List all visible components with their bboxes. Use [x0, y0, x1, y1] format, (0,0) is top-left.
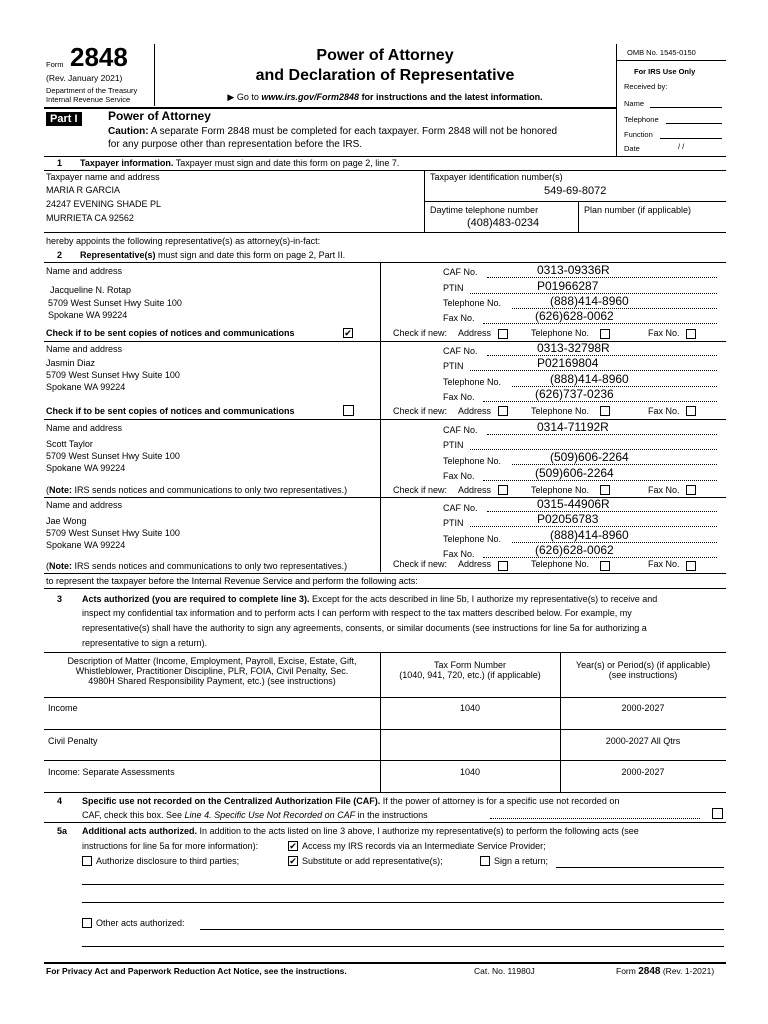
sign-return-label: Sign a return; [494, 856, 549, 866]
rep-1-copies-checkbox[interactable]: ✔ [344, 328, 352, 338]
line-3-text-1: Acts authorized (you are required to complete line 3). Except for the acts described in line 5b, I authorize my representative(s) to receive and [82, 594, 658, 604]
represent-text: to represent the taxpayer before the Internal Revenue Service and perform the following acts: [46, 576, 418, 586]
matter-row-1[interactable]: Income [48, 703, 78, 713]
rep-4-city[interactable]: Spokane WA 99224 [46, 540, 126, 550]
line-1-title: Taxpayer information. Taxpayer must sign and date this form on page 2, line 7. [80, 158, 400, 168]
line-5a-text-1: Additional acts authorized. In addition to the acts listed on line 3 above, I authorize my representative(s) to perform the following acts (see [82, 826, 639, 836]
rep-1-copies-label: Check if to be sent copies of notices and communications [46, 328, 295, 338]
rep-3-fax[interactable]: (509)606-2264 [535, 466, 614, 480]
period-row-3[interactable]: 2000-2027 [621, 767, 665, 777]
rep-1-tel-label: Telephone No. [443, 298, 502, 308]
form-row-3[interactable]: 1040 [459, 767, 481, 777]
rep-3-name-label: Name and address [46, 423, 123, 433]
rep-3-caf-label: CAF No. [443, 425, 478, 435]
rep-4-note: (Note: IRS sends notices and communications to only two representatives.) [46, 561, 348, 571]
rep-1-caf-label: CAF No. [443, 267, 478, 277]
rep-1-fax-new-label: Fax No. [648, 328, 680, 338]
rep-2-ptin[interactable]: P02169804 [537, 356, 599, 370]
rep-4-caf[interactable]: 0315-44906R [537, 497, 610, 511]
rep-3-city[interactable]: Spokane WA 99224 [46, 463, 126, 473]
rep-4-fax[interactable]: (626)628-0062 [535, 543, 614, 557]
rep-1-caf[interactable]: 0313-09336R [537, 263, 610, 277]
rep-4-name[interactable]: Jae Wong [46, 516, 87, 526]
omb-number: OMB No. 1545-0150 [627, 48, 696, 57]
line-3-text-4: representative to sign a return). [82, 638, 208, 648]
rep-2-fax-label: Fax No. [443, 392, 475, 402]
footer-form-id: Form 2848 (Rev. 1-2021) [616, 966, 715, 977]
rep-1-fax-label: Fax No. [443, 313, 475, 323]
other-acts-checkbox[interactable] [82, 918, 92, 928]
caution-line-2: for any purpose other than representation before the IRS. [108, 139, 363, 150]
rep-3-new-address-checkbox[interactable] [498, 485, 508, 495]
matter-row-2[interactable]: Civil Penalty [48, 736, 98, 746]
rep-2-fax-new-label: Fax No. [648, 406, 680, 416]
rep-1-new-fax-checkbox[interactable] [686, 329, 696, 339]
taxpayer-street[interactable]: 24247 EVENING SHADE PL [46, 199, 162, 209]
irs-date-label: Date [624, 144, 640, 153]
plan-number-label: Plan number (if applicable) [584, 205, 692, 215]
rep-3-new-tel-checkbox[interactable] [600, 485, 610, 495]
irs-function-label: Function [624, 130, 653, 139]
rep-3-note: (Note: IRS sends notices and communications to only two representatives.) [46, 485, 348, 495]
tin-value[interactable]: 549-69-8072 [544, 185, 607, 197]
line-4-text-2: CAF, check this box. See Line 4. Specific Use Not Recorded on CAF in the instructions [82, 810, 428, 820]
rep-3-name[interactable]: Scott Taylor [46, 439, 93, 449]
authorize-disclosure-label: Authorize disclosure to third parties; [96, 856, 240, 866]
rep-4-new-fax-checkbox[interactable] [686, 561, 696, 571]
rep-2-new-fax-checkbox[interactable] [686, 406, 696, 416]
rep-4-address-label: Address [458, 559, 492, 569]
rep-2-new-address-checkbox[interactable] [498, 406, 508, 416]
rep-1-tel-new-label: Telephone No. [531, 328, 590, 338]
appoints-text: hereby appoints the following representative(s) as attorney(s)-in-fact: [46, 236, 321, 246]
rep-2-copies-checkbox[interactable] [343, 405, 354, 416]
line-5a-number: 5a [57, 826, 68, 836]
irs-telephone-label: Telephone [624, 115, 659, 124]
rep-3-check-new-label: Check if new: [393, 485, 448, 495]
rep-2-fax[interactable]: (626)737-0236 [535, 387, 614, 401]
authorize-disclosure-checkbox[interactable] [82, 856, 92, 866]
line-2-number: 2 [57, 250, 63, 260]
form-revision: (Rev. January 2021) [46, 73, 123, 83]
rep-2-tel-label: Telephone No. [443, 377, 502, 387]
rep-2-ptin-label: PTIN [443, 361, 464, 371]
rep-2-tel[interactable]: (888)414-8960 [550, 372, 629, 386]
rep-1-address-label: Address [458, 328, 492, 338]
rep-1-check-new-label: Check if new: [393, 328, 448, 338]
rep-4-check-new-label: Check if new: [393, 559, 448, 569]
rep-1-new-tel-checkbox[interactable] [600, 329, 610, 339]
line-4-checkbox[interactable] [712, 808, 723, 819]
form-title-1: Power of Attorney [316, 47, 454, 64]
rep-4-tel-label: Telephone No. [443, 534, 502, 544]
rep-2-new-tel-checkbox[interactable] [600, 406, 610, 416]
rep-1-name[interactable]: Jacqueline N. Rotap [50, 285, 132, 295]
line-1-number: 1 [57, 158, 63, 168]
rep-4-caf-label: CAF No. [443, 503, 478, 513]
col-header-period: Year(s) or Period(s) (if applicable) (see instructions) [575, 660, 711, 680]
caution-line-1: Caution: A separate Form 2848 must be completed for each taxpayer. Form 2848 will not be honored [108, 126, 558, 137]
rep-1-ptin[interactable]: P01966287 [537, 279, 599, 293]
rep-3-tel[interactable]: (509)606-2264 [550, 450, 629, 464]
rep-2-street[interactable]: 5709 West Sunset Hwy Suite 100 [46, 370, 180, 380]
rep-2-name[interactable]: Jasmin Diaz [46, 358, 96, 368]
rep-1-fax[interactable]: (626)628-0062 [535, 309, 614, 323]
line-3-number: 3 [57, 594, 63, 604]
rep-3-ptin-label: PTIN [443, 440, 464, 450]
line-4-text-1: Specific use not recorded on the Centralized Authorization File (CAF). If the power of attorney is for a specific use not recorded on [82, 796, 620, 806]
dept-treasury: Department of the Treasury [46, 86, 138, 95]
goto-instructions: ▶ Go to www.irs.gov/Form2848 for instructions and the latest information. [227, 92, 543, 102]
tin-label: Taxpayer identification number(s) [430, 172, 563, 182]
rep-3-address-label: Address [458, 485, 492, 495]
line-4-number: 4 [57, 796, 63, 806]
rep-4-street[interactable]: 5709 West Sunset Hwy Suite 100 [46, 528, 180, 538]
rep-1-ptin-label: PTIN [443, 283, 464, 293]
rep-4-tel-new-label: Telephone No. [531, 559, 590, 569]
rep-4-ptin-label: PTIN [443, 518, 464, 528]
form-number: 2848 [70, 42, 128, 72]
irs-use-only: For IRS Use Only [634, 67, 696, 76]
substitute-rep-checkbox[interactable]: ✔ [289, 856, 297, 866]
form-title-2: and Declaration of Representative [255, 67, 515, 84]
line-5a-text-2: instructions for line 5a for more information): [82, 841, 259, 851]
rep-3-fax-label: Fax No. [443, 471, 475, 481]
rep-1-new-address-checkbox[interactable] [498, 329, 508, 339]
other-acts-label: Other acts authorized: [96, 918, 185, 928]
rep-1-tel[interactable]: (888)414-8960 [550, 294, 629, 308]
rep-3-street[interactable]: 5709 West Sunset Hwy Suite 100 [46, 451, 180, 461]
irs-url-link[interactable]: www.irs.gov/Form2848 [261, 92, 360, 102]
rep-1-name-label: Name and address [46, 266, 123, 276]
rep-3-fax-new-label: Fax No. [648, 485, 680, 495]
taxpayer-city[interactable]: MURRIETA CA 92562 [46, 213, 134, 223]
irs-name-label: Name [624, 99, 645, 108]
rep-2-address-label: Address [458, 406, 492, 416]
rep-4-tel[interactable]: (888)414-8960 [550, 528, 629, 542]
period-row-1[interactable]: 2000-2027 [621, 703, 665, 713]
irs-date-slashes: / / [678, 142, 685, 151]
rep-2-tel-new-label: Telephone No. [531, 406, 590, 416]
received-by-label: Received by: [624, 82, 668, 91]
daytime-phone-value[interactable]: (408)483-0234 [467, 217, 540, 229]
col-header-matter: Description of Matter (Income, Employment, Payroll, Excise, Estate, Gift, Whistleblower, Practitioner Discipline, PLR, FOIA, Civil Penalty, Sec. 4980H Shared Responsibility Payment, etc.) (see instructions) [67, 656, 357, 686]
rep-2-caf[interactable]: 0313-32798R [537, 341, 610, 355]
rep-1-city[interactable]: Spokane WA 99224 [48, 310, 128, 320]
part-1-label: Part I [46, 109, 82, 127]
period-row-2[interactable]: 2000-2027 All Qtrs [605, 736, 681, 746]
part-1-title: Power of Attorney [108, 109, 211, 123]
rep-2-name-label: Name and address [46, 344, 123, 354]
form-word: Form [46, 60, 64, 69]
rep-2-caf-label: CAF No. [443, 346, 478, 356]
form-row-1[interactable]: 1040 [459, 703, 481, 713]
col-header-form: Tax Form Number (1040, 941, 720, etc.) (if applicable) [399, 660, 541, 680]
rep-3-tel-label: Telephone No. [443, 456, 502, 466]
rep-4-name-label: Name and address [46, 500, 123, 510]
sign-return-checkbox[interactable] [480, 856, 490, 866]
substitute-rep-label: Substitute or add representative(s); [302, 856, 443, 866]
rep-4-ptin[interactable]: P02056783 [537, 512, 599, 526]
rep-4-new-address-checkbox[interactable] [498, 561, 508, 571]
rep-2-city[interactable]: Spokane WA 99224 [46, 382, 126, 392]
rep-4-fax-label: Fax No. [443, 549, 475, 559]
matter-row-3[interactable]: Income: Separate Assessments [48, 767, 175, 777]
daytime-phone-label: Daytime telephone number [430, 205, 539, 215]
line-2-title: Representative(s) must sign and date this form on page 2, Part II. [80, 250, 346, 260]
access-records-checkbox[interactable]: ✔ [289, 841, 297, 851]
dept-irs: Internal Revenue Service [46, 95, 131, 104]
rep-4-new-tel-checkbox[interactable] [600, 561, 610, 571]
rep-1-street[interactable]: 5709 West Sunset Hwy Suite 100 [48, 298, 182, 308]
rep-2-copies-label: Check if to be sent copies of notices and communications [46, 406, 295, 416]
rep-2-check-new-label: Check if new: [393, 406, 448, 416]
taxpayer-name-label: Taxpayer name and address [46, 172, 160, 182]
rep-3-new-fax-checkbox[interactable] [686, 485, 696, 495]
rep-4-fax-new-label: Fax No. [648, 559, 680, 569]
rep-3-caf[interactable]: 0314-71192R [537, 420, 609, 434]
taxpayer-name[interactable]: MARIA R GARCIA [46, 185, 121, 195]
catalog-number: Cat. No. 11980J [474, 966, 535, 976]
rep-3-tel-new-label: Telephone No. [531, 485, 590, 495]
line-3-text-3: representative(s) shall have the authority to sign any agreements, consents, or similar documents (see instructions for line 5a for authorizing a [82, 623, 647, 633]
line-3-text-2: inspect my confidential tax information and to perform acts I can perform with respect to the tax matters described below. For example, my [82, 608, 632, 618]
access-records-label: Access my IRS records via an Intermediate Service Provider; [302, 841, 546, 851]
privacy-notice: For Privacy Act and Paperwork Reduction Act Notice, see the instructions. [46, 966, 347, 976]
